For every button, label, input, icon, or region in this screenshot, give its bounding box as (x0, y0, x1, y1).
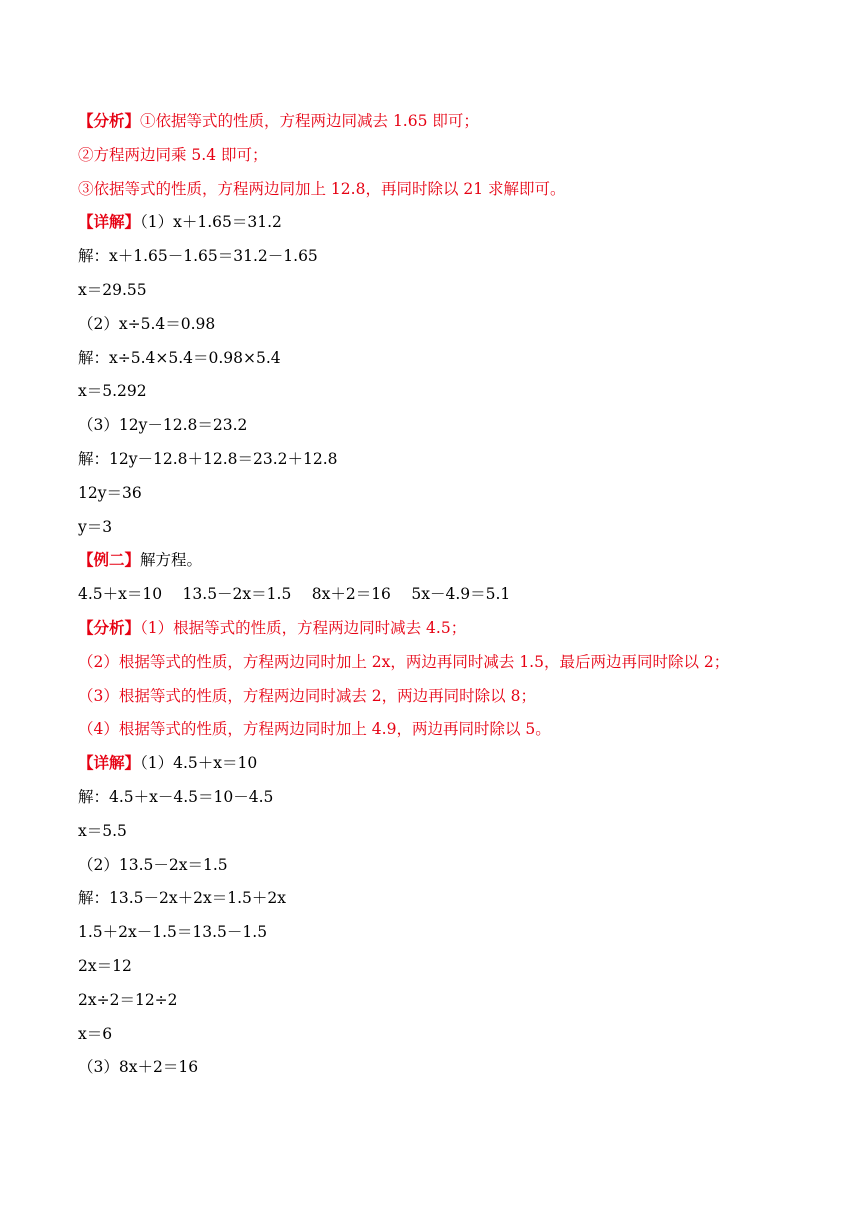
line-text: （3）12y－12.8＝23.2 (78, 416, 248, 434)
line-text: x＝5.5 (78, 822, 127, 840)
text-line (78, 751, 848, 775)
section-tag: 【详解】 (78, 753, 141, 772)
line-text: （1）根据等式的性质，方程两边同时减去 4.5； (140, 619, 467, 637)
text-line (78, 954, 848, 978)
text-line (78, 210, 848, 234)
line-text: ③依据等式的性质，方程两边同加上 12.8，再同时除以 21 求解即可。 (78, 180, 566, 198)
line-text: x＝6 (78, 1025, 113, 1043)
text-line (78, 143, 848, 167)
text-line (78, 650, 848, 674)
line-text: （3）根据等式的性质，方程两边同时减去 2，两边再同时除以 8； (78, 687, 536, 705)
text-line (78, 582, 848, 606)
text-line (78, 278, 848, 302)
text-line (78, 1055, 848, 1079)
text-line (78, 109, 848, 133)
text-line (78, 548, 848, 572)
section-tag: 【分析】 (78, 111, 141, 130)
line-text: 解：x÷5.4×5.4＝0.98×5.4 (78, 349, 281, 367)
text-line (78, 244, 848, 268)
text-line (78, 379, 848, 403)
line-text: ①依据等式的性质，方程两边同减去 1.65 即可； (140, 112, 479, 130)
line-text: 2x÷2＝12÷2 (78, 991, 178, 1009)
line-text: （1）4.5＋x＝10 (140, 754, 258, 772)
text-line (78, 413, 848, 437)
line-text: 解：13.5－2x＋2x＝1.5＋2x (78, 889, 286, 907)
text-line (78, 785, 848, 809)
line-text: （2）x÷5.4＝0.98 (78, 315, 216, 333)
line-text: 解：4.5＋x－4.5＝10－4.5 (78, 788, 274, 806)
text-line (78, 616, 848, 640)
line-text: x＝29.55 (78, 281, 147, 299)
line-text: （2）根据等式的性质，方程两边同时加上 2x，两边再同时减去 1.5，最后两边再同时除以 2； (78, 653, 730, 671)
line-text: ②方程两边同乘 5.4 即可； (78, 146, 268, 164)
line-text: （3）8x＋2＝16 (78, 1058, 199, 1076)
line-text: （1）x＋1.65＝31.2 (140, 213, 282, 231)
text-line (78, 515, 848, 539)
text-line (78, 853, 848, 877)
text-line (78, 920, 848, 944)
line-text: （2）13.5－2x＝1.5 (78, 856, 228, 874)
line-text: x＝5.292 (78, 382, 147, 400)
text-line (78, 819, 848, 843)
section-tag: 【详解】 (78, 212, 141, 231)
text-line (78, 988, 848, 1012)
section-tag: 【分析】 (78, 618, 141, 637)
line-text: 解：12y－12.8＋12.8＝23.2＋12.8 (78, 450, 338, 468)
line-text: 2x＝12 (78, 957, 132, 975)
line-text: 解方程。 (140, 551, 203, 569)
text-line (78, 1022, 848, 1046)
text-line (78, 684, 848, 708)
text-line (78, 481, 848, 505)
text-line (78, 177, 848, 201)
text-line (78, 346, 848, 370)
line-text: 12y＝36 (78, 484, 142, 502)
text-line (78, 717, 848, 741)
section-tag: 【例二】 (78, 550, 141, 569)
text-line (78, 886, 848, 910)
line-text: （4）根据等式的性质，方程两边同时加上 4.9，两边再同时除以 5。 (78, 720, 551, 738)
line-text: y＝3 (78, 518, 113, 536)
text-line (78, 312, 848, 336)
line-text: 4.5＋x＝10 13.5－2x＝1.5 8x＋2＝16 5x－4.9＝5.1 (78, 585, 511, 603)
line-text: 解：x＋1.65－1.65＝31.2－1.65 (78, 247, 318, 265)
text-line (78, 447, 848, 471)
line-text: 1.5＋2x－1.5＝13.5－1.5 (78, 923, 268, 941)
